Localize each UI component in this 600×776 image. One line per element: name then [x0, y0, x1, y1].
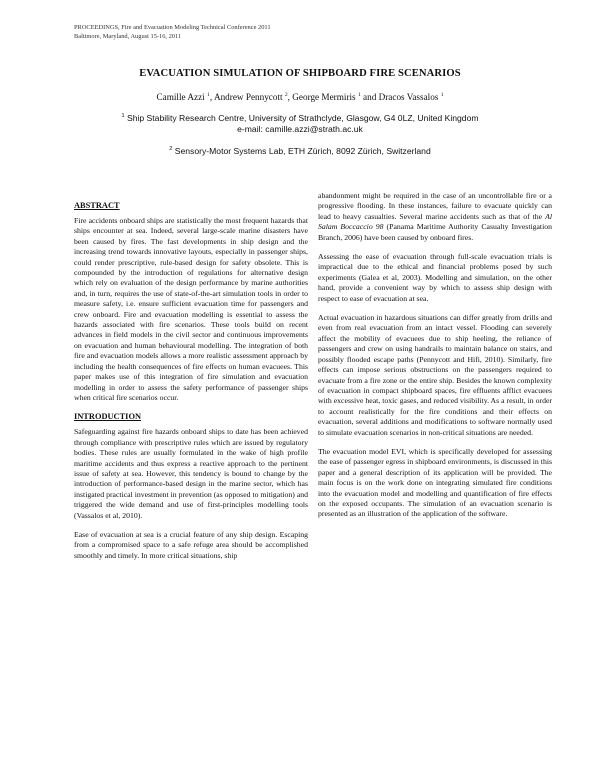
- author-affil-mark: 1: [207, 91, 210, 98]
- contact-email: e-mail: camille.azzi@strath.ac.uk: [237, 124, 363, 134]
- affiliation-text: Ship Stability Research Centre, University of Strathclyde, Glasgow, G4 0LZ, United Kingdom: [126, 113, 479, 123]
- author-name: Camille Azzi: [156, 92, 205, 102]
- abstract-heading: ABSTRACT: [74, 201, 120, 210]
- proceedings-header: [74, 24, 271, 41]
- author-name: George Mermiris: [292, 92, 356, 102]
- author-affil-mark: 1: [357, 91, 361, 98]
- author-list: [0, 92, 600, 102]
- paragraph-text: (Panama Maritime Authority Casualty Investigation Branch, 2006) have been caused by onboard fires.: [318, 222, 552, 242]
- right-column: [318, 191, 552, 529]
- author-separator: ,: [209, 92, 214, 102]
- header-line-2: Baltimore, Maryland, August 15-16, 2011: [74, 32, 182, 40]
- author-affil-mark: 2: [284, 91, 288, 98]
- abstract-paragraph: Fire accidents onboard ships are statistically the most frequent hazards that ships encounter at sea. Indeed, several large-scale marine disasters have been caused by fires. The fast developments in ship design and the increasing trend towards innovative layouts, especially in passenger ships, could render prescriptive, rule-based design for safety obsolete. This is compounded by the introduction of regulations for alternative design which rely on evaluation of the design performance by marine authorities and, in turn, requires the use of state-of-the-art simulation tools in order to measure safety, i.e. ensure sufficient evacuation time for passengers and crew onboard. Fire and evacuation modelling is essential to assess the hazards associated with fire scenarios. These tools build on recent advances in field models in the civil sector and continuous improvements on evacuation and human behavioural modelling. The integration of both fire and evacuation models allows a more realistic assessment approach by including the health consequences of fire effects on human evacuees. This paper makes use of this integration of fire simulation and evacuation modelling in order to assess the safety performance of passenger ships when critical fire scenarios occur.: [74, 216, 308, 402]
- left-column: [74, 191, 308, 570]
- affil-mark: 2: [169, 146, 173, 153]
- affiliation-text: Sensory-Motor Systems Lab, ETH Zürich, 8092 Zürich, Switzerland: [174, 146, 431, 156]
- body-paragraph-1: [318, 191, 552, 243]
- paragraph-text: abandonment might be required in the case of an uncontrollable fire or a progressive flooding. In these instances, failure to evacuate quickly can lead to heavy casualties. Several marine accidents such as that of the: [318, 191, 552, 221]
- intro-paragraph-2: Ease of evacuation at sea is a crucial feature of any ship design. Escaping from a compromised space to a safe refuge area should be accomplished smoothly and timely. In more critical situations, ship: [74, 529, 308, 560]
- affil-mark: 1: [121, 113, 125, 120]
- author-name: Dracos Vassalos: [378, 92, 439, 102]
- author-separator: ,: [287, 92, 293, 102]
- author-separator: and: [360, 92, 379, 102]
- body-paragraph-4: The evacuation model EVI, which is specifically developed for assessing the ease of passenger egress in shipboard environments, is discussed in this paper and a general description of its application will be provided. The main focus is on the work done on integrating simulated fire conditions into the evacuation model and modelling and quantification of fire effects on the exposed occupants. The simulation of an evacuation scenario is presented as an illustration of the application of the software.: [318, 446, 552, 519]
- affiliation-1: [0, 113, 600, 135]
- ship-name: Al Salam Boccaccio 98: [318, 211, 552, 232]
- introduction-heading: INTRODUCTION: [74, 412, 142, 422]
- intro-paragraph-1: Safeguarding against fire hazards onboard ships to date has been achieved through compliance with prescriptive rules which are issued by regulatory bodies. These rules are usually formulated in the wake of high profile maritime accidents and thus express a reactive approach to the pertinent issue of safety at sea. However, this tendency is bound to change by the introduction of performance-based design in the marine sector, which has instigated practical investment in prevention (as opposed to mitigation) and triggered the wide demand and use of first-principles modelling tools (Vassalos et al, 2010).: [74, 427, 308, 520]
- author-affil-mark: 1: [440, 91, 444, 98]
- header-line-1: PROCEEDINGS, Fire and Evacuation Modeling Technical Conference 2011: [74, 24, 271, 31]
- body-paragraph-2: Assessing the ease of evacuation through full-scale evacuation trials is impractical due to the ethical and financial problems posed by such experiments (Galea et al, 2003). Modelling and simulation, on the other hand, provide a convenient way by which to assess ship design with respect to ease of evacuation at sea.: [318, 252, 552, 303]
- paper-title: EVACUATION SIMULATION OF SHIPBOARD FIRE SCENARIOS: [139, 68, 461, 79]
- affiliation-2: [0, 146, 600, 157]
- author-name: Andrew Pennycott: [213, 92, 283, 102]
- body-paragraph-3: Actual evacuation in hazardous situations can differ greatly from drills and even from real evacuation from an intact vessel. Flooding can severely affect the mobility of evacuees due to ship heeling, the reliance of passengers and crew on using handrails to maintain balance on stairs, and possibly flooded escape paths (Pennycott and Hifi, 2010). Similarly, fire effects can impose serious obstructions on the passengers required to evacuate from a fire zone or the entire ship. Besides the known complexity of evacuation in compact shipboard spaces, fire effluents afflict evacuees with excessive heat, toxic gases, and reduced visibility. As a result, in order to account realistically for the fire conditions and their effects on evacuation, several additions and modifications to software normally used to simulate evacuation scenarios in non-critical situations are needed.: [318, 313, 552, 437]
